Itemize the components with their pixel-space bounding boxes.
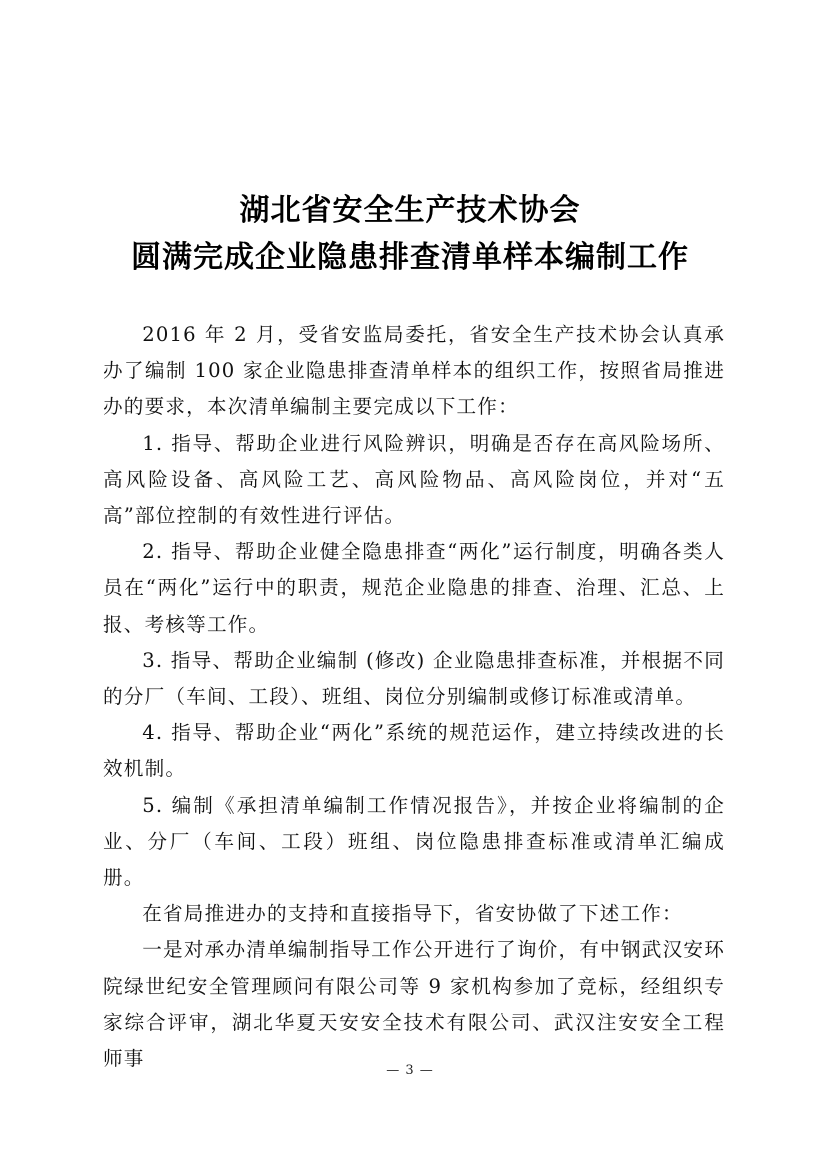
paragraph-item-4: 4. 指导、帮助企业“两化”系统的规范运作，建立持续改进的长效机制。: [103, 721, 725, 781]
paragraph-first-point: 一是对承办清单编制指导工作公开进行了询价，有中钢武汉安环院绿世纪安全管理顾问有限公司等 9 家机构参加了竞标，经组织专家综合评审，湖北华夏天安安全技术有限公司、武汉注安安全工程师事: [103, 938, 725, 1071]
paragraph-support: 在省局推进办的支持和直接指导下，省安协做了下述工作：: [142, 902, 683, 926]
paragraph-intro: 2016 年 2 月，受省安监局委托，省安全生产技术协会认真承办了编制 100 家企业隐患排查清单样本的组织工作，按照省局推进办的要求，本次清单编制主要完成以下工作：: [103, 323, 725, 419]
document-title-line-2: 圆满完成企业隐患排查清单样本编制工作: [131, 240, 689, 275]
document-body: [103, 317, 725, 1077]
paragraph-item-1: 1. 指导、帮助企业进行风险辨识，明确是否存在高风险场所、高风险设备、高风险工艺、高风险物品、高风险岗位，并对“五高”部位控制的有效性进行评估。: [103, 431, 725, 528]
page-number: — 3 —: [386, 1063, 434, 1078]
paragraph-item-3: 3. 指导、帮助企业编制 (修改) 企业隐患排查标准，并根据不同的分厂（车间、工段）、班组、岗位分别编制或修订标准或清单。: [103, 648, 725, 709]
paragraph-item-5: 5. 编制《承担清单编制工作情况报告》，并按企业将编制的企业、分厂（车间、工段）班组、岗位隐患排查标准或清单汇编成册。: [103, 793, 725, 890]
paragraph-item-2: 2. 指导、帮助企业健全隐患排查“两化”运行制度，明确各类人员在“两化”运行中的职责，规范企业隐患的排查、治理、汇总、上报、考核等工作。: [103, 540, 725, 636]
document-title-line-1: 湖北省安全生产技术协会: [239, 193, 581, 228]
